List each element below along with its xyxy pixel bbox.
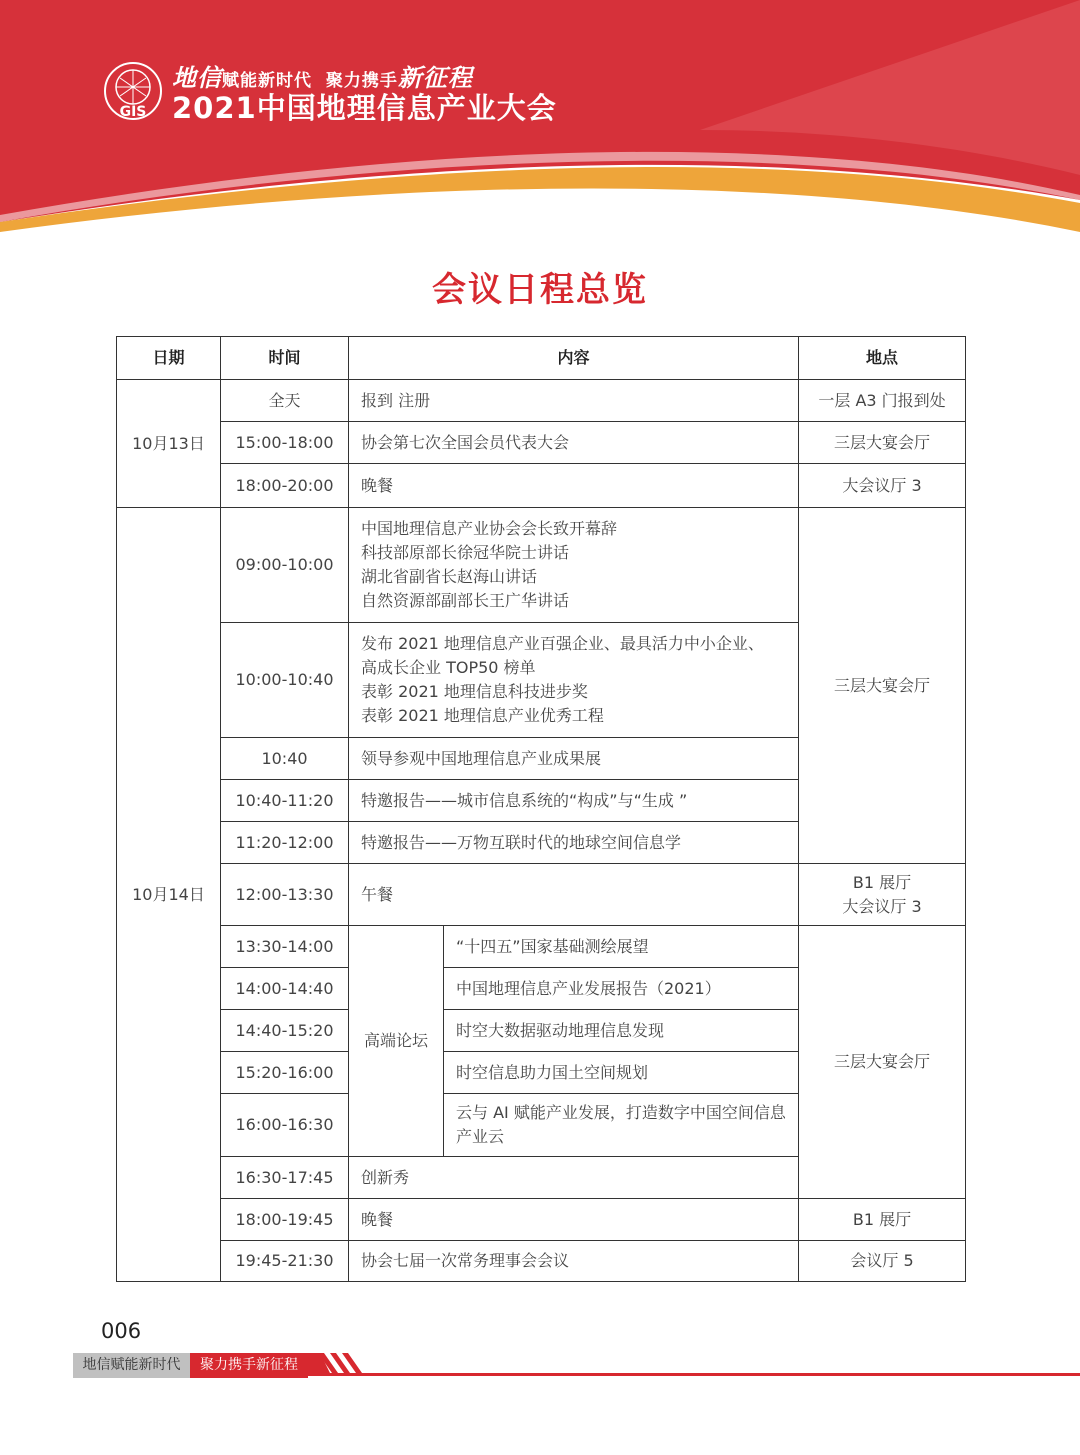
content-cell: 协会第七次全国会员代表大会: [349, 422, 799, 464]
conference-name: 2021中国地理信息产业大会: [172, 91, 557, 125]
venue-cell: 一层 A3 门报到处: [799, 380, 966, 422]
date-cell: 10月14日: [117, 508, 221, 1282]
schedule-table: [116, 336, 966, 1282]
content-cell: 特邀报告——万物互联时代的地球空间信息学: [349, 822, 799, 864]
venue-cell: 会议厅 5: [799, 1241, 966, 1282]
content-cell: 中国地理信息产业发展报告（2021）: [444, 968, 799, 1010]
table-row: [117, 1241, 966, 1282]
venue-line: 大会议厅 3: [842, 896, 922, 916]
session-cell: 高端论坛: [349, 926, 444, 1157]
table-row: [117, 508, 966, 623]
content-cell: 晚餐: [349, 1199, 799, 1241]
time-cell: 11:20-12:00: [221, 822, 349, 864]
content-cell: “十四五”国家基础测绘展望: [444, 926, 799, 968]
time-cell: 10:40-11:20: [221, 780, 349, 822]
content-cell: [349, 623, 799, 738]
table-row: [117, 864, 966, 926]
content-line: 高成长企业 TOP50 榜单: [361, 658, 536, 677]
table-row: [117, 422, 966, 464]
header-time: 时间: [221, 337, 349, 380]
svg-text:GIS: GIS: [119, 104, 147, 120]
page-title: 会议日程总览: [432, 270, 648, 310]
time-cell: 09:00-10:00: [221, 508, 349, 623]
table-row: [117, 380, 966, 422]
content-cell: 创新秀: [349, 1157, 799, 1199]
venue-cell: 大会议厅 3: [799, 464, 966, 508]
time-cell: 10:40: [221, 738, 349, 780]
content-line: 表彰 2021 地理信息产业优秀工程: [361, 706, 604, 725]
header-content: 内容: [349, 337, 799, 380]
header-date: 日期: [117, 337, 221, 380]
content-cell: 报到 注册: [349, 380, 799, 422]
time-cell: 18:00-20:00: [221, 464, 349, 508]
content-cell: 领导参观中国地理信息产业成果展: [349, 738, 799, 780]
footer-bar: [73, 1353, 1080, 1378]
date-cell: 10月13日: [117, 380, 221, 508]
time-cell: 10:00-10:40: [221, 623, 349, 738]
table-header-row: [117, 337, 966, 380]
table-row: [117, 464, 966, 508]
content-cell: 时空大数据驱动地理信息发现: [444, 1010, 799, 1052]
header-venue: 地点: [799, 337, 966, 380]
time-cell: 16:30-17:45: [221, 1157, 349, 1199]
time-cell: 13:30-14:00: [221, 926, 349, 968]
page-number: 006: [101, 1319, 142, 1343]
footer-stripes: [308, 1353, 1080, 1378]
venue-cell: 三层大宴会厅: [799, 422, 966, 464]
content-line: 中国地理信息产业协会会长致开幕辞: [361, 519, 618, 538]
content-cell: 午餐: [349, 864, 799, 926]
content-cell: 云与 AI 赋能产业发展，打造数字中国空间信息产业云: [444, 1094, 799, 1157]
content-cell: 协会七届一次常务理事会会议: [349, 1241, 799, 1282]
time-cell: 12:00-13:30: [221, 864, 349, 926]
table-row: [117, 1199, 966, 1241]
gis-logo: [102, 60, 164, 122]
table-row: [117, 926, 966, 968]
venue-line: B1 展厅: [852, 872, 912, 892]
time-cell: 14:40-15:20: [221, 1010, 349, 1052]
venue-cell: [799, 864, 966, 926]
content-cell: [349, 508, 799, 623]
content-line: 自然资源部副部长王广华讲话: [361, 591, 570, 610]
content-line: 表彰 2021 地理信息科技进步奖: [361, 682, 588, 701]
content-line: 湖北省副省长赵海山讲话: [361, 567, 538, 586]
time-cell: 全天: [221, 380, 349, 422]
content-cell: 时空信息助力国土空间规划: [444, 1052, 799, 1094]
time-cell: 15:20-16:00: [221, 1052, 349, 1094]
time-cell: 14:00-14:40: [221, 968, 349, 1010]
content-cell: 晚餐: [349, 464, 799, 508]
time-cell: 18:00-19:45: [221, 1199, 349, 1241]
footer-right-label: 聚力携手新征程: [190, 1353, 308, 1378]
content-line: 发布 2021 地理信息产业百强企业、最具活力中小企业、: [361, 634, 764, 653]
footer-left-label: 地信赋能新时代: [73, 1353, 190, 1378]
slogan: 地信赋能新时代 聚力携手新征程: [172, 64, 473, 92]
time-cell: 19:45-21:30: [221, 1241, 349, 1282]
venue-cell: 三层大宴会厅: [799, 508, 966, 864]
venue-cell: 三层大宴会厅: [799, 926, 966, 1199]
content-cell: 特邀报告——城市信息系统的“构成”与“生成 ”: [349, 780, 799, 822]
time-cell: 15:00-18:00: [221, 422, 349, 464]
time-cell: 16:00-16:30: [221, 1094, 349, 1157]
venue-cell: B1 展厅: [799, 1199, 966, 1241]
content-line: 科技部原部长徐冠华院士讲话: [361, 543, 570, 562]
